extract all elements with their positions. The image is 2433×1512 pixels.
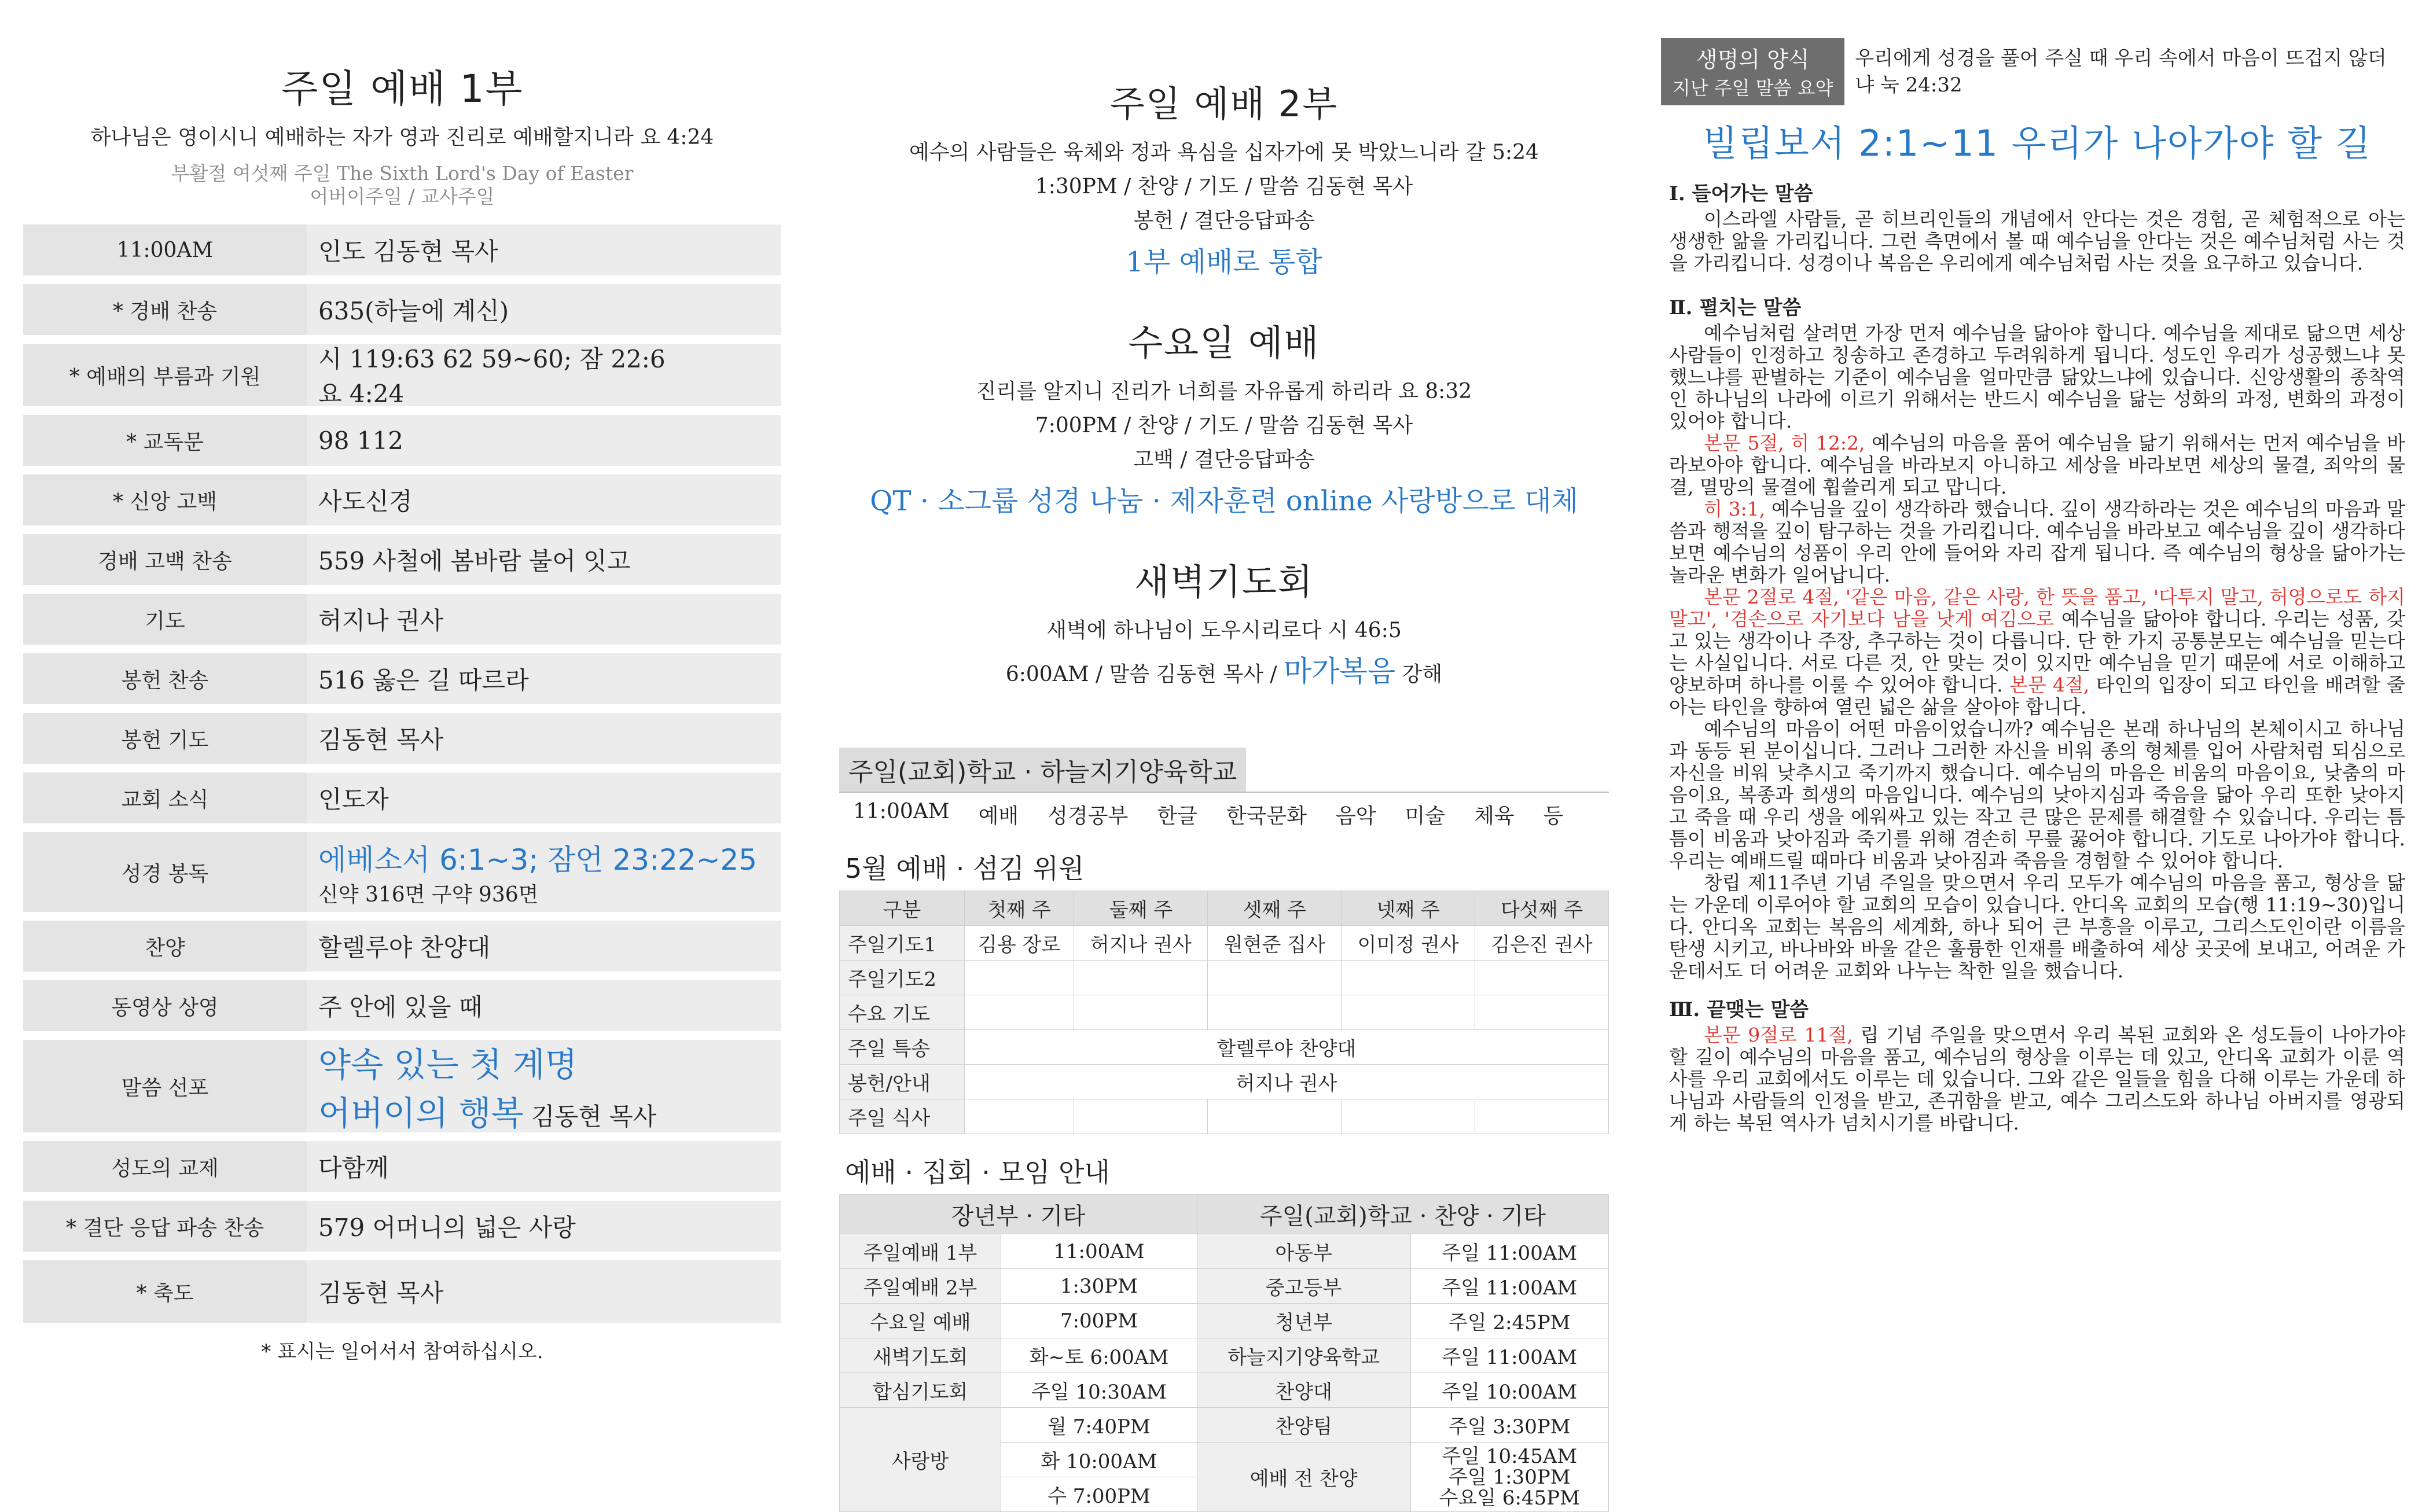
scripture-ref: 본문 4절, (2009, 674, 2090, 696)
scripture-pages: 신약 316면 구약 936면 (318, 882, 539, 907)
order-value: 사도신경 (307, 474, 781, 525)
sunday-school-item: 예배 (978, 804, 1019, 828)
order-row (23, 344, 781, 406)
summary-label: 생명의 양식 (1696, 47, 1810, 72)
order-label: * 축도 (23, 1260, 307, 1323)
order-label: 교회 소식 (23, 772, 307, 823)
committee-cell (1074, 995, 1208, 1030)
committee-header: 둘째 주 (1074, 891, 1208, 926)
order-row (23, 534, 781, 585)
order-row (23, 225, 781, 275)
service2-order: 1:30PM / 찬양 / 기도 / 말씀 김동현 목사 (1035, 175, 1413, 198)
order-row (23, 980, 781, 1031)
order-label: 성도의 교제 (23, 1141, 307, 1192)
wednesday-order-2: 고백 / 결단응답파송 (1133, 448, 1315, 472)
sunday-school-items (839, 792, 1609, 836)
dawn-book: 마가복음 (1283, 654, 1396, 688)
order-row (23, 1260, 781, 1323)
service1-title: 주일 예배 1부 (281, 67, 524, 111)
summary-sermon-title: 빌립보서 2:1~11 우리가 나아가야 할 길 (1703, 122, 2372, 164)
services-column (839, 0, 1609, 1510)
season-note (23, 162, 781, 208)
sarangbang-time: 월 7:40PM (1001, 1408, 1197, 1443)
wednesday-verse: 진리를 알지니 진리가 너희를 자유롭게 하리라 요 8:32 (976, 380, 1472, 403)
schedule-time: 주일 3:30PM (1410, 1408, 1608, 1443)
section-body (1661, 208, 2413, 274)
service1-verse: 하나님은 영이시니 예배하는 자가 영과 진리로 예배할지니라 요 4:24 (90, 126, 714, 149)
paragraph-text: 예수님의 마음을 품어 예수님을 닮기 위해서는 먼저 예수님을 바라보아야 합니다. 예수님을 바라보지 아니하고 세상을 바라보면 세상의 물결, 죄악의 물결, 멸망의 물결에 휩쓸리게 되고 맙니다. (1669, 432, 2405, 498)
sermon-summary-column (1661, 0, 2413, 1476)
order-label: * 예배의 부름과 기원 (23, 344, 307, 406)
committee-row (840, 926, 1609, 961)
order-label: 11:00AM (23, 225, 307, 275)
section-body (1661, 1024, 2413, 1134)
committee-cell (964, 961, 1074, 995)
preacher: 김동현 목사 (531, 1102, 657, 1131)
dawn-order-pre: 6:00AM / 말씀 김동현 목사 / (1005, 663, 1277, 686)
order-label: 경배 고백 찬송 (23, 534, 307, 585)
sarangbang-time: 수 7:00PM (1001, 1477, 1197, 1512)
committee-cell (1342, 1099, 1475, 1134)
order-value: 579 어머니의 넓은 사랑 (307, 1201, 781, 1252)
schedule-time: 11:00AM (1001, 1234, 1197, 1269)
committee-cell (1208, 995, 1342, 1030)
summary-verse: 우리에게 성경을 풀어 주실 때 우리 속에서 마음이 뜨겁지 않더냐 눅 24:32 (1855, 47, 2387, 97)
schedule-row (840, 1373, 1609, 1408)
paragraph: 예수님처럼 살려면 가장 먼저 예수님을 닮아야 합니다. 예수님을 제대로 닮으면 세상 사람들이 인정하고 칭송하고 존경하고 두려워하게 됩니다. 성도인 우리가 성공했느냐 못했느냐를 판별하는 기준이 예수님을 얼마만큼 닮았느냐에 있습니다. 신앙생활의 종착역인 하나님의 나라에 이르기 위해서는 반드시 예수님을 닮는 성화의 과정, 변화의 과정이 있어야 합니다. (1669, 322, 2405, 432)
wednesday-block (839, 314, 1609, 518)
order-label: 봉헌 찬송 (23, 653, 307, 704)
summary-label-box (1661, 38, 1844, 105)
standing-footnote: * 표시는 일어서서 참여하십시오. (261, 1340, 543, 1363)
order-value-line-2: 요 4:24 (318, 380, 405, 408)
paragraph-text: 예수님을 닮아야 합니다. 우리는 성품, 갖고 있는 생각이나 주장, 추구하는 것이 다릅니다. 단 한 가지 공통분모는 예수님을 믿는다는 사실입니다. 서로 다른 것, 안 맞는 것이 있지만 예수님을 믿기 때문에 서로 이해하고 양보하며 하나를 이룰 수 있어야 합니다. (1669, 608, 2405, 696)
dawn-block (839, 553, 1609, 690)
order-row (23, 284, 781, 335)
committee-role: 봉헌/안내 (840, 1065, 965, 1099)
sarangbang-label: 사랑방 (840, 1408, 1001, 1512)
committee-row (840, 1099, 1609, 1134)
committee-title: 5월 예배 · 섬김 위원 (845, 853, 1085, 884)
committee-role: 수요 기도 (840, 995, 965, 1030)
service2-order-2: 봉헌 / 결단응답파송 (1133, 209, 1315, 233)
committee-cell (1475, 995, 1609, 1030)
sermon-title-sub: 어버이의 행복 (318, 1094, 524, 1133)
order-row (23, 1201, 781, 1252)
committee-row (840, 995, 1609, 1030)
order-row (23, 832, 781, 912)
schedule-label: 주일예배 2부 (840, 1269, 1001, 1304)
committee-row (840, 1065, 1609, 1099)
schedule-row (840, 1338, 1609, 1373)
season-line: 부활절 여섯째 주일 The Sixth Lord's Day of Easter (171, 162, 634, 185)
sunday-school-item: 한국문화 (1226, 804, 1307, 828)
paragraph (1669, 1024, 2405, 1134)
dawn-order (839, 648, 1609, 690)
paragraph-text: 타인의 입장이 되고 타인을 배려할 줄 아는 타인을 향하여 열린 넓은 삶을 살아야 합니다. (1669, 674, 2405, 718)
pre-praise-times (1410, 1443, 1608, 1512)
service2-notice: 1부 예배로 통합 (1126, 246, 1322, 278)
committee-cell (1074, 1099, 1208, 1134)
summary-sublabel: 지난 주일 말씀 요약 (1672, 77, 1833, 99)
order-label: * 결단 응답 파송 찬송 (23, 1201, 307, 1252)
order-label: 찬양 (23, 921, 307, 972)
order-value (307, 344, 781, 406)
committee-table (839, 891, 1609, 1134)
order-value: 김동현 목사 (307, 713, 781, 764)
order-row (23, 1040, 781, 1132)
order-row (23, 1141, 781, 1192)
pre-praise-label: 예배 전 찬양 (1197, 1443, 1410, 1512)
sunday-school-item: 성경공부 (1048, 804, 1129, 828)
sermon-title-line-2 (318, 1086, 770, 1135)
paragraph: 예수님의 마음이 어떤 마음이었습니까? 예수님은 본래 하나님의 본체이시고 하나님과 동등 된 분이십니다. 그러나 그러한 자신을 비워 종의 형체를 입어 사람처럼 되심으로 자신을 비워 낮추시고 죽기까지 했습니다. 예수님의 마음은 비움의 마음이요, 낮춤의 마음이요, 복종과 희생의 마음입니다. 예수님의 낮아지심과 죽음을 닮아 우리 또한 낮아지고 죽을 때 우리 생을 에워싸고 있는 작고 큰 많은 문제를 해결할 수 있습니다. 우리는 틈틈이 비움과 낮아짐과 죽기를 위해 겸손히 무릎 꿇어야 합니다. 기도로 나아가야 합니다. 우리는 예배드릴 때마다 비움과 낮아짐과 죽음을 경험할 수 있어야 합니다. (1669, 718, 2405, 872)
committee-header: 셋째 주 (1208, 891, 1342, 926)
order-row (23, 921, 781, 972)
schedule-row (840, 1304, 1609, 1338)
schedule-head-right: 주일(교회)학교 · 찬양 · 기타 (1197, 1195, 1608, 1234)
committee-header: 다섯째 주 (1475, 891, 1609, 926)
committee-cell (1208, 961, 1342, 995)
schedule-time: 주일 11:00AM (1410, 1338, 1608, 1373)
scripture-ref: 본문 9절로 11절, (1704, 1024, 1853, 1046)
paragraph: 창립 제11주년 기념 주일을 맞으면서 우리 모두가 예수님의 마음을 품고, 형상을 닮는 가운데 이루어야 할 교회의 모습이 있습니다. 안디옥 교회의 모습(행 11:19~30)입니다. 안디옥 교회는 복음의 세계화, 하나 되어 큰 부흥을 이루고, 그리스도인이란 이름을 탄생 시키고, 바나바와 바울 같은 훌륭한 인재를 배출하여 세상 곳곳에 보내고, 어려운 가운데서도 더 어려운 교회와 나누는 착한 일을 했습니다. (1669, 871, 2405, 982)
committee-block (839, 848, 1609, 1134)
paragraph (1669, 432, 2405, 498)
order-label: 말씀 선포 (23, 1040, 307, 1132)
dawn-verse: 새벽에 하나님이 도우시리로다 시 46:5 (1046, 619, 1402, 642)
order-label: * 교독문 (23, 415, 307, 466)
scripture-ref: 본문 2절로 4절, '같은 마음, 같은 사랑, 한 뜻을 품고, '다투지 말고, 허영으로도 하지 말고', '겸손으로 자기보다 남을 낫게 여김으로 (1669, 586, 2405, 630)
order-label: * 경배 찬송 (23, 284, 307, 335)
schedule-time: 주일 10:00AM (1410, 1373, 1608, 1408)
order-row (23, 474, 781, 525)
section-heading: Ⅲ. 끝맺는 말씀 (1669, 998, 1809, 1021)
sunday-school-item: 11:00AM (853, 800, 950, 823)
pre-praise-time: 주일 1:30PM (1449, 1465, 1571, 1489)
schedule-label: 주일예배 1부 (840, 1234, 1001, 1269)
committee-cell: 김은진 권사 (1475, 926, 1609, 961)
sunday-school-item: 미술 (1405, 804, 1446, 828)
committee-header: 넷째 주 (1342, 891, 1475, 926)
committee-role: 주일 식사 (840, 1099, 965, 1134)
dawn-order-post: 강해 (1402, 663, 1443, 686)
committee-cell (1208, 1099, 1342, 1134)
schedule-label: 청년부 (1197, 1304, 1410, 1338)
order-label: 봉헌 기도 (23, 713, 307, 764)
order-value: 김동현 목사 (307, 1260, 781, 1323)
order-of-service (23, 225, 781, 1323)
order-row (23, 772, 781, 823)
wednesday-order: 7:00PM / 찬양 / 기도 / 말씀 김동현 목사 (1035, 414, 1413, 437)
scripture-ref: 히 3:1, (1704, 498, 1766, 520)
committee-header: 구분 (840, 891, 965, 926)
section-heading: Ⅱ. 펼치는 말씀 (1669, 296, 1802, 319)
order-row (23, 713, 781, 764)
order-value (307, 1040, 781, 1132)
sermon-title-line-1: 약속 있는 첫 계명 (318, 1045, 578, 1084)
committee-header-row (840, 891, 1609, 926)
sunday-school-item: 한글 (1157, 804, 1197, 828)
committee-merged-cell: 허지나 권사 (964, 1065, 1608, 1099)
committee-role: 주일기도1 (840, 926, 965, 961)
schedule-label: 수요일 예배 (840, 1304, 1001, 1338)
order-label: * 신앙 고백 (23, 474, 307, 525)
schedule-time: 주일 11:00AM (1410, 1234, 1608, 1269)
scripture-ref: 본문 5절, 히 12:2, (1704, 432, 1865, 454)
sunday-school-item: 음악 (1335, 804, 1376, 828)
schedule-row (840, 1234, 1609, 1269)
committee-merged-cell: 할렐루야 찬양대 (964, 1030, 1608, 1065)
service2-title: 주일 예배 2부 (1109, 83, 1339, 125)
service1-column (23, 0, 781, 1476)
sunday-school-item: 등 (1543, 804, 1564, 828)
paragraph (1669, 586, 2405, 718)
committee-cell: 김용 장로 (964, 926, 1074, 961)
pre-praise-time: 주일 10:45AM (1442, 1444, 1578, 1468)
order-value: 635(하늘에 계신) (307, 284, 781, 335)
order-value: 559 사철에 봄바람 불어 잇고 (307, 534, 781, 585)
committee-row (840, 961, 1609, 995)
order-value: 할렐루야 찬양대 (307, 921, 781, 972)
service2-verse: 예수의 사람들은 육체와 정과 욕심을 십자가에 못 박았느니라 갈 5:24 (909, 141, 1539, 164)
committee-cell (1475, 961, 1609, 995)
sunday-school-block (839, 748, 1609, 836)
order-value (307, 832, 781, 912)
order-label: 동영상 상영 (23, 980, 307, 1031)
schedule-head-left: 장년부 · 기타 (840, 1195, 1197, 1234)
schedule-label: 합심기도회 (840, 1373, 1001, 1408)
schedule-row (840, 1408, 1609, 1443)
committee-role: 주일 특송 (840, 1030, 965, 1065)
committee-header: 첫째 주 (964, 891, 1074, 926)
committee-cell (964, 1099, 1074, 1134)
schedule-title: 예배 · 집회 · 모임 안내 (845, 1157, 1110, 1188)
order-label: 기도 (23, 594, 307, 645)
sunday-school-item: 체육 (1474, 804, 1515, 828)
scripture-reading: 에베소서 6:1~3; 잠언 23:22~25 (318, 843, 758, 877)
order-value: 516 옳은 길 따르라 (307, 653, 781, 704)
order-value: 인도자 (307, 772, 781, 823)
committee-role: 주일기도2 (840, 961, 965, 995)
sarangbang-time: 화 10:00AM (1001, 1443, 1197, 1477)
order-value-line: 시 119:63 62 59~60; 잠 22:6 (318, 345, 666, 373)
order-value: 다함께 (307, 1141, 781, 1192)
schedule-label: 새벽기도회 (840, 1338, 1001, 1373)
committee-cell (1074, 961, 1208, 995)
committee-cell (1342, 995, 1475, 1030)
service2-block (839, 75, 1609, 279)
schedule-time: 주일 2:45PM (1410, 1304, 1608, 1338)
paragraph (1669, 498, 2405, 586)
schedule-label: 찬양대 (1197, 1373, 1410, 1408)
schedule-label: 찬양팀 (1197, 1408, 1410, 1443)
order-label: 성경 봉독 (23, 832, 307, 912)
order-row (23, 653, 781, 704)
order-value: 98 112 (307, 415, 781, 466)
wednesday-title: 수요일 예배 (1128, 322, 1320, 364)
season-line-2: 어버이주일 / 교사주일 (310, 185, 495, 208)
pre-praise-time: 수요일 6:45PM (1439, 1486, 1580, 1510)
paragraph: 이스라엘 사람들, 곧 히브리인들의 개념에서 안다는 것은 경험, 곧 체험적으로 아는 생생한 앎을 가리킵니다. 그런 측면에서 볼 때 예수님을 안다는 것은 예수님처럼 사는 것을 가리킵니다. 성경이나 복음은 우리에게 예수님처럼 사는 것을 요구하고 있습니다. (1669, 208, 2405, 274)
dawn-title: 새벽기도회 (1134, 561, 1314, 603)
section-heading: Ⅰ. 들어가는 말씀 (1669, 182, 1813, 205)
committee-cell (1342, 961, 1475, 995)
wednesday-notice: QT · 소그룹 성경 나눔 · 제자훈련 online 사랑방으로 대체 (870, 485, 1578, 517)
order-row (23, 415, 781, 466)
paragraph-text: 립 기념 주일을 맞으면서 우리 복된 교회와 온 성도들이 나아가야 할 길이 예수님의 마음을 품고, 예수님의 형상을 이루는 데 있고, 안디옥 교회가 이룬 역사를 우리 교회에서도 이루는 데 있습니다. 그와 같은 일들을 힘을 다해 이루는 가운데 하나님과 사람들의 인정을 받고, 존귀함을 받고, 예수 그리스도와 하나님 아버지를 영광되게 하는 복된 역사가 넘치시기를 바랍니다. (1669, 1024, 2405, 1134)
committee-cell: 원현준 집사 (1208, 926, 1342, 961)
order-value: 허지나 권사 (307, 594, 781, 645)
committee-cell (964, 995, 1074, 1030)
sunday-school-header: 주일(교회)학교 · 하늘지기양육학교 (839, 748, 1246, 792)
schedule-time: 7:00PM (1001, 1304, 1197, 1338)
schedule-time: 1:30PM (1001, 1269, 1197, 1304)
paragraph-text: 예수님을 깊이 생각하라 했습니다. 깊이 생각하라는 것은 예수님의 마음과 말씀과 행적을 깊이 탐구하는 것을 가리킵니다. 예수님을 바라보고 예수님을 깊이 생각하다 보면 예수님의 성품이 우리 안에 들어와 자리 잡게 됩니다. 즉 예수님의 형상을 닮아가는 놀라운 변화가 일어납니다. (1669, 498, 2405, 586)
committee-cell: 이미정 권사 (1342, 926, 1475, 961)
schedule-time: 화~토 6:00AM (1001, 1338, 1197, 1373)
committee-cell: 허지나 권사 (1074, 926, 1208, 961)
schedule-header-row (840, 1195, 1609, 1234)
committee-cell (1475, 1099, 1609, 1134)
committee-row (840, 1030, 1609, 1065)
schedule-block (839, 1152, 1609, 1512)
schedule-label: 아동부 (1197, 1234, 1410, 1269)
order-row (23, 594, 781, 645)
schedule-table (839, 1194, 1609, 1512)
order-value: 인도 김동현 목사 (307, 225, 781, 275)
schedule-row (840, 1269, 1609, 1304)
schedule-label: 중고등부 (1197, 1269, 1410, 1304)
summary-header (1661, 38, 2413, 105)
schedule-time: 주일 11:00AM (1410, 1269, 1608, 1304)
order-value: 주 안에 있을 때 (307, 980, 781, 1031)
section-body (1661, 322, 2413, 982)
schedule-time: 주일 10:30AM (1001, 1373, 1197, 1408)
schedule-label: 하늘지기양육학교 (1197, 1338, 1410, 1373)
